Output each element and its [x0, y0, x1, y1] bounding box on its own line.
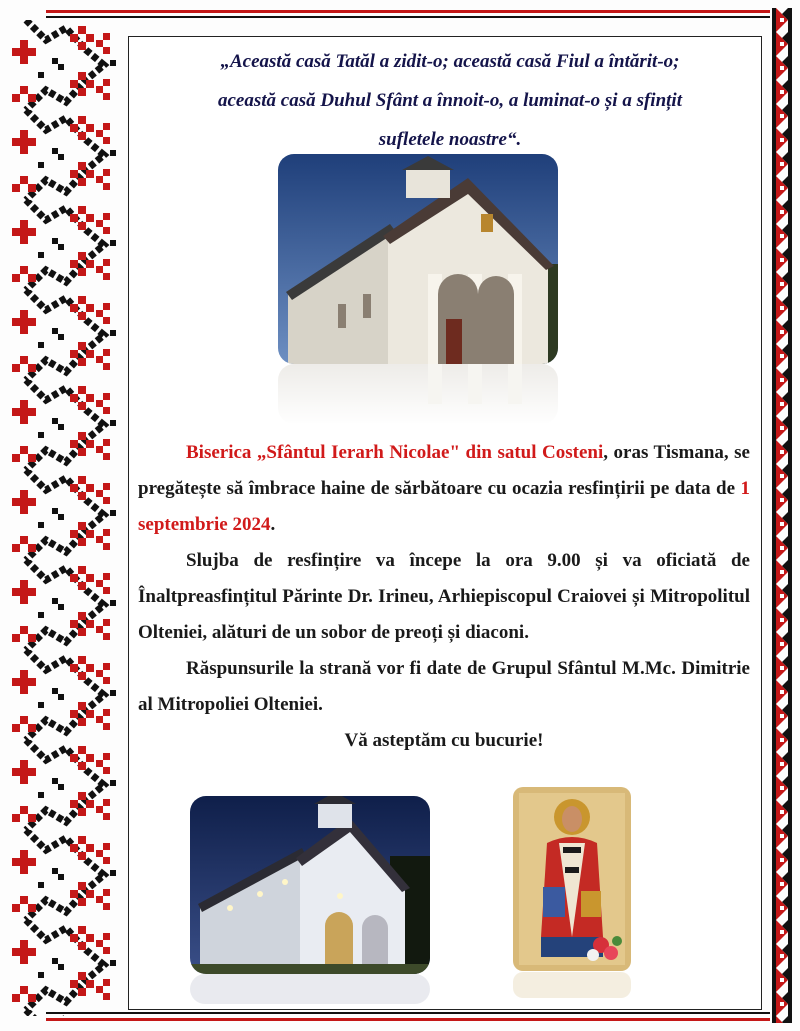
paragraph-1-text: , oras Tismana, se pregătește să îmbrace haine de sărbătoare cu ocazia resfințirii pe data de	[138, 442, 750, 499]
saint-icon-photo-reflection	[513, 972, 631, 998]
paragraph-1	[138, 435, 750, 543]
bottom-border-dark-line	[46, 1012, 770, 1014]
quote-line-2: această casă Duhul Sfânt a înnoit-o, a luminat-o și a sfințit	[217, 90, 682, 111]
paragraph-3: Răspunsurile la strană vor fi date de Grupul Sfântul M.Mc. Dimitrie al Mitropoliei Olteniei.	[138, 658, 750, 715]
closing-line: Vă asteptăm cu bucurie!	[344, 730, 544, 751]
night-church-photo-reflection	[190, 974, 430, 1004]
bottom-border-red-line	[46, 1018, 770, 1021]
church-name: Biserica „Sfântul Ierarh Nicolae" din satul Costeni	[186, 442, 604, 463]
event-date: 1 septembrie 2024	[138, 478, 750, 535]
main-church-photo-reflection	[278, 364, 558, 424]
main-church-photo	[278, 154, 558, 364]
paragraph-2: Slujba de resfințire va începe la ora 9.00 și va oficiată de Înaltpreasfințitul Părinte Dr. Irineu, Arhiepiscopul Craiovei și Mitropolitul Olteniei, alături de un sobor de preoți și diaconi.	[138, 550, 750, 643]
saint-nicholas-icon-photo	[513, 787, 631, 971]
right-embroidery-border	[772, 8, 792, 1023]
announcement-body	[138, 435, 750, 759]
quote-line-3: sufletele noastre“.	[378, 129, 522, 150]
top-border-red-line	[46, 10, 770, 13]
night-church-photo	[190, 796, 430, 974]
left-embroidery-border	[6, 20, 124, 1016]
quote-line-1: „Această casă Tatăl a zidit-o; această casă Fiul a întărit-o;	[220, 51, 680, 72]
top-border-dark-line	[46, 16, 770, 18]
opening-quote	[130, 42, 770, 159]
paragraph-1-end: .	[270, 514, 276, 535]
